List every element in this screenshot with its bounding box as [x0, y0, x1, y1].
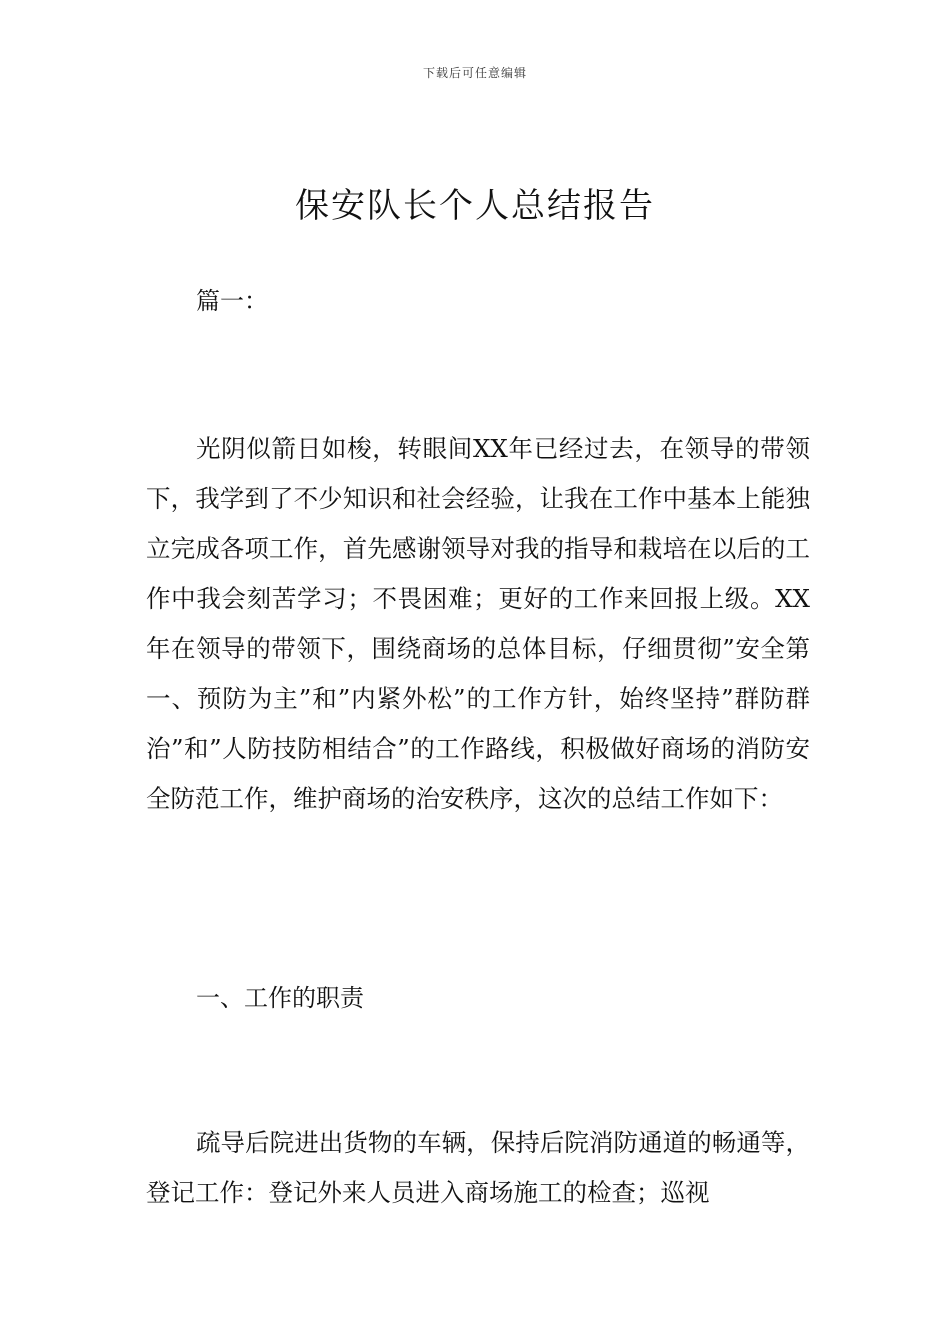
body-paragraph-2: 疏导后院进出货物的车辆，保持后院消防通道的畅通等，登记工作：登记外来人员进入商场施工的检查；巡视: [146, 1128, 810, 1207]
part-label: 篇一：: [196, 287, 268, 315]
body-paragraph-1: 光阴似箭日如梭，转眼间XX年已经过去，在领导的带领下，我学到了不少知识和社会经验，让我在工作中基本上能独立完成各项工作，首先感谢领导对我的指导和栽培在以后的工作中我会刻苦学习；不畏困难；更好的工作来回报上级。XX年在领导的带领下，围绕商场的总体目标，仔细贯彻”安全第一、预防为主”和”内紧外松”的工作方针，始终坚持”群防群治”和”人防技防相结合”的工作路线，积极做好商场的消防安全防范工作，维护商场的治安秩序，这次的总结工作如下：: [146, 434, 810, 813]
document-title: 保安队长个人总结报告: [295, 186, 655, 226]
section-heading: 一、工作的职责: [196, 984, 364, 1012]
header-note: 下载后可任意编辑: [422, 66, 527, 80]
